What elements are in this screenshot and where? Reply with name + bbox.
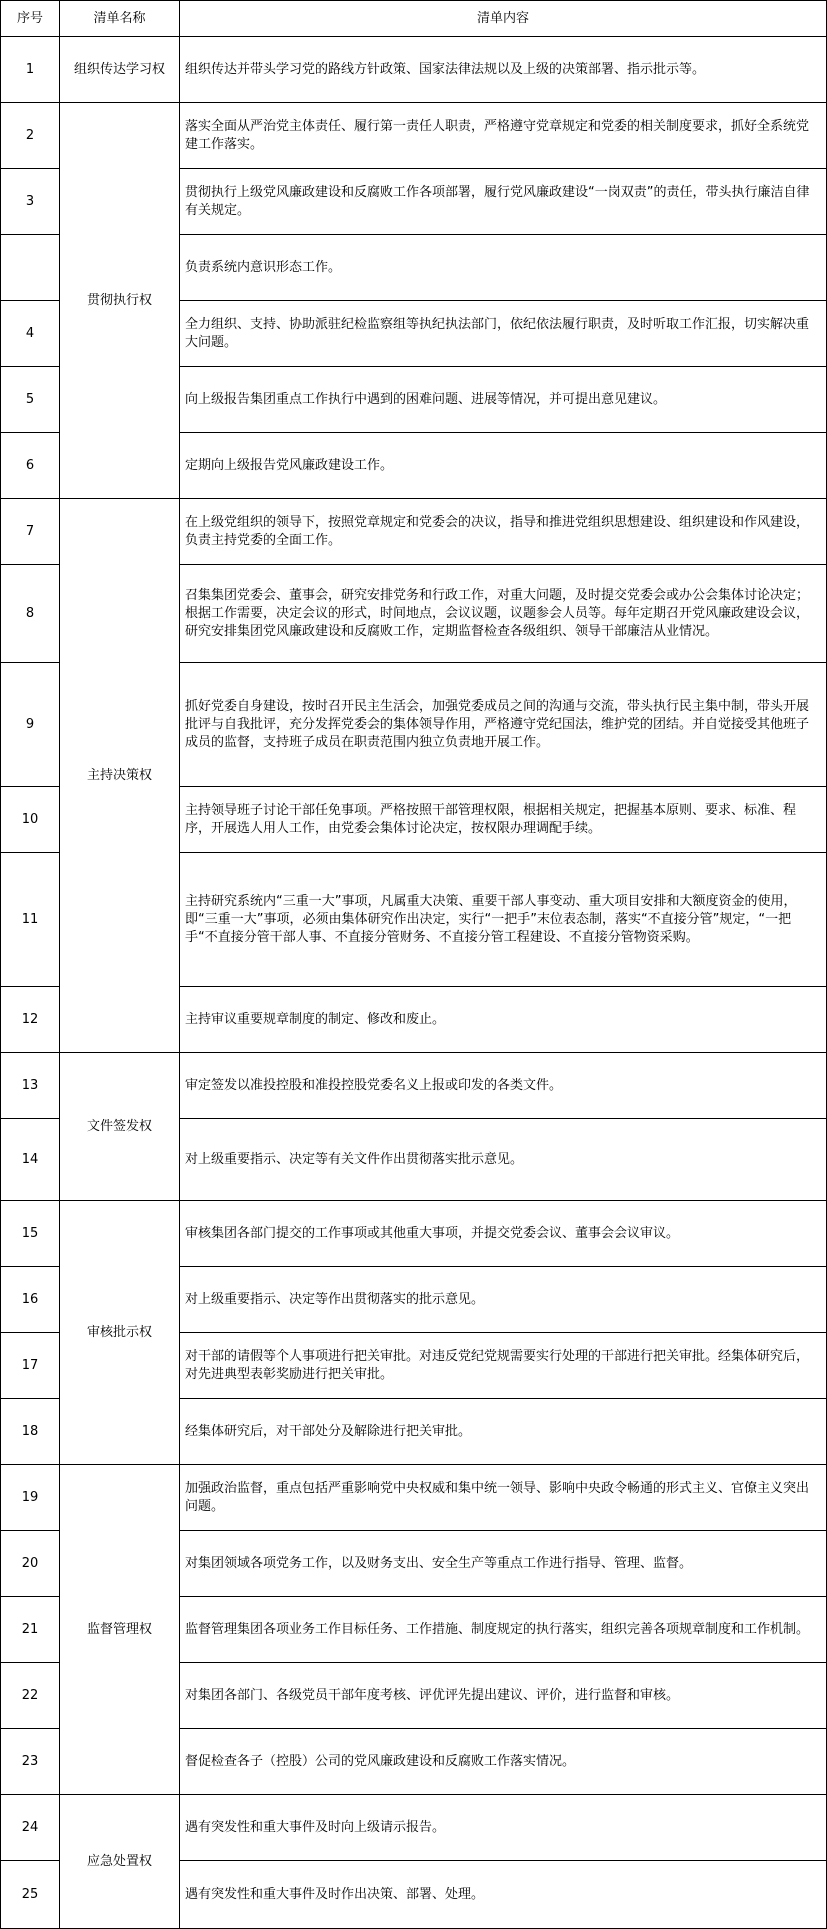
row-number: 2 bbox=[1, 103, 60, 169]
row-content: 抓好党委自身建设，按时召开民主生活会，加强党委成员之间的沟通与交流，带头执行民主集中制，带头开展批评与自我批评，充分发挥党委会的集体领导作用，严格遵守党纪国法，维护党的团结。并自觉接受其他班子成员的监督，支持班子成员在职责范围内独立负责地开展工作。 bbox=[180, 663, 827, 787]
row-number: 24 bbox=[1, 1795, 60, 1861]
row-content: 落实全面从严治党主体责任、履行第一责任人职责，严格遵守党章规定和党委的相关制度要求，抓好全系统党建工作落实。 bbox=[180, 103, 827, 169]
row-content: 遇有突发性和重大事件及时向上级请示报告。 bbox=[180, 1795, 827, 1861]
row-number: 14 bbox=[1, 1119, 60, 1201]
row-number: 7 bbox=[1, 499, 60, 565]
row-content: 主持审议重要规章制度的制定、修改和废止。 bbox=[180, 987, 827, 1053]
category-implementation: 贯彻执行权 bbox=[60, 103, 180, 499]
category-organize-study: 组织传达学习权 bbox=[60, 37, 180, 103]
header-list-content: 清单内容 bbox=[180, 1, 827, 37]
row-number: 22 bbox=[1, 1663, 60, 1729]
row-number: 19 bbox=[1, 1465, 60, 1531]
row-content: 对集团领域各项党务工作，以及财务支出、安全生产等重点工作进行指导、管理、监督。 bbox=[180, 1531, 827, 1597]
row-content: 经集体研究后，对干部处分及解除进行把关审批。 bbox=[180, 1399, 827, 1465]
row-content: 主持研究系统内“三重一大”事项，凡属重大决策、重要干部人事变动、重大项目安排和大额度资金的使用，即“三重一大”事项，必须由集体研究作出决定，实行“一把手”末位表态制，落实“不直接分管”规定，“一把手“不直接分管干部人事、不直接分管财务、不直接分管工程建设、不直接分管物资采购。 bbox=[180, 853, 827, 987]
table-row bbox=[1, 499, 827, 565]
row-number: 5 bbox=[1, 367, 60, 433]
row-number: 4 bbox=[1, 301, 60, 367]
row-number: 10 bbox=[1, 787, 60, 853]
row-content: 审核集团各部门提交的工作事项或其他重大事项，并提交党委会议、董事会会议审议。 bbox=[180, 1201, 827, 1267]
table-row bbox=[1, 103, 827, 169]
row-content: 主持领导班子讨论干部任免事项。严格按照干部管理权限，根据相关规定，把握基本原则、要求、标准、程序，开展选人用人工作，由党委会集体讨论决定，按权限办理调配手续。 bbox=[180, 787, 827, 853]
row-content: 召集集团党委会、董事会，研究安排党务和行政工作，对重大问题，及时提交党委会或办公会集体讨论决定；根据工作需要，决定会议的形式，时间地点，会议议题，议题参会人员等。每年定期召开党风廉政建设会议，研究安排集团党风廉政建设和反腐败工作，定期监督检查各级组织、领导干部廉洁从业情况。 bbox=[180, 565, 827, 663]
row-content: 组织传达并带头学习党的路线方针政策、国家法律法规以及上级的决策部署、指示批示等。 bbox=[180, 37, 827, 103]
category-supervision: 监督管理权 bbox=[60, 1465, 180, 1795]
row-number: 25 bbox=[1, 1861, 60, 1929]
row-content: 督促检查各子（控股）公司的党风廉政建设和反腐败工作落实情况。 bbox=[180, 1729, 827, 1795]
row-number: 13 bbox=[1, 1053, 60, 1119]
row-number: 1 bbox=[1, 37, 60, 103]
table-row bbox=[1, 1053, 827, 1119]
row-number: 8 bbox=[1, 565, 60, 663]
row-content: 向上级报告集团重点工作执行中遇到的困难问题、进展等情况，并可提出意见建议。 bbox=[180, 367, 827, 433]
row-number: 20 bbox=[1, 1531, 60, 1597]
row-number bbox=[1, 235, 60, 301]
row-content: 监督管理集团各项业务工作目标任务、工作措施、制度规定的执行落实，组织完善各项规章制度和工作机制。 bbox=[180, 1597, 827, 1663]
category-document-signing: 文件签发权 bbox=[60, 1053, 180, 1201]
table-header-row bbox=[1, 1, 827, 37]
row-content: 对集团各部门、各级党员干部年度考核、评优评先提出建议、评价，进行监督和审核。 bbox=[180, 1663, 827, 1729]
table-row bbox=[1, 1201, 827, 1267]
row-content: 贯彻执行上级党风廉政建设和反腐败工作各项部署，履行党风廉政建设“一岗双责”的责任，带头执行廉洁自律有关规定。 bbox=[180, 169, 827, 235]
row-content: 对干部的请假等个人事项进行把关审批。对违反党纪党规需要实行处理的干部进行把关审批。经集体研究后，对先进典型表彰奖励进行把关审批。 bbox=[180, 1333, 827, 1399]
row-number: 9 bbox=[1, 663, 60, 787]
table-row bbox=[1, 1795, 827, 1861]
row-content: 对上级重要指示、决定等有关文件作出贯彻落实批示意见。 bbox=[180, 1119, 827, 1201]
row-content: 审定签发以准投控股和准投控股党委名义上报或印发的各类文件。 bbox=[180, 1053, 827, 1119]
row-number: 3 bbox=[1, 169, 60, 235]
row-number: 18 bbox=[1, 1399, 60, 1465]
row-number: 21 bbox=[1, 1597, 60, 1663]
row-content: 遇有突发性和重大事件及时作出决策、部署、处理。 bbox=[180, 1861, 827, 1929]
row-number: 17 bbox=[1, 1333, 60, 1399]
row-number: 11 bbox=[1, 853, 60, 987]
table-row bbox=[1, 1465, 827, 1531]
category-review-approval: 审核批示权 bbox=[60, 1201, 180, 1465]
header-list-name: 清单名称 bbox=[60, 1, 180, 37]
category-decision-making: 主持决策权 bbox=[60, 499, 180, 1053]
row-number: 6 bbox=[1, 433, 60, 499]
row-content: 在上级党组织的领导下，按照党章规定和党委会的决议，指导和推进党组织思想建设、组织建设和作风建设，负责主持党委的全面工作。 bbox=[180, 499, 827, 565]
row-number: 15 bbox=[1, 1201, 60, 1267]
row-content: 对上级重要指示、决定等作出贯彻落实的批示意见。 bbox=[180, 1267, 827, 1333]
row-content: 加强政治监督，重点包括严重影响党中央权威和集中统一领导、影响中央政令畅通的形式主义、官僚主义突出问题。 bbox=[180, 1465, 827, 1531]
row-number: 16 bbox=[1, 1267, 60, 1333]
header-number: 序号 bbox=[1, 1, 60, 37]
category-emergency: 应急处置权 bbox=[60, 1795, 180, 1929]
table-row bbox=[1, 37, 827, 103]
row-content: 定期向上级报告党风廉政建设工作。 bbox=[180, 433, 827, 499]
row-content: 全力组织、支持、协助派驻纪检监察组等执纪执法部门，依纪依法履行职责，及时听取工作汇报，切实解决重大问题。 bbox=[180, 301, 827, 367]
row-number: 23 bbox=[1, 1729, 60, 1795]
row-content: 负责系统内意识形态工作。 bbox=[180, 235, 827, 301]
row-number: 12 bbox=[1, 987, 60, 1053]
